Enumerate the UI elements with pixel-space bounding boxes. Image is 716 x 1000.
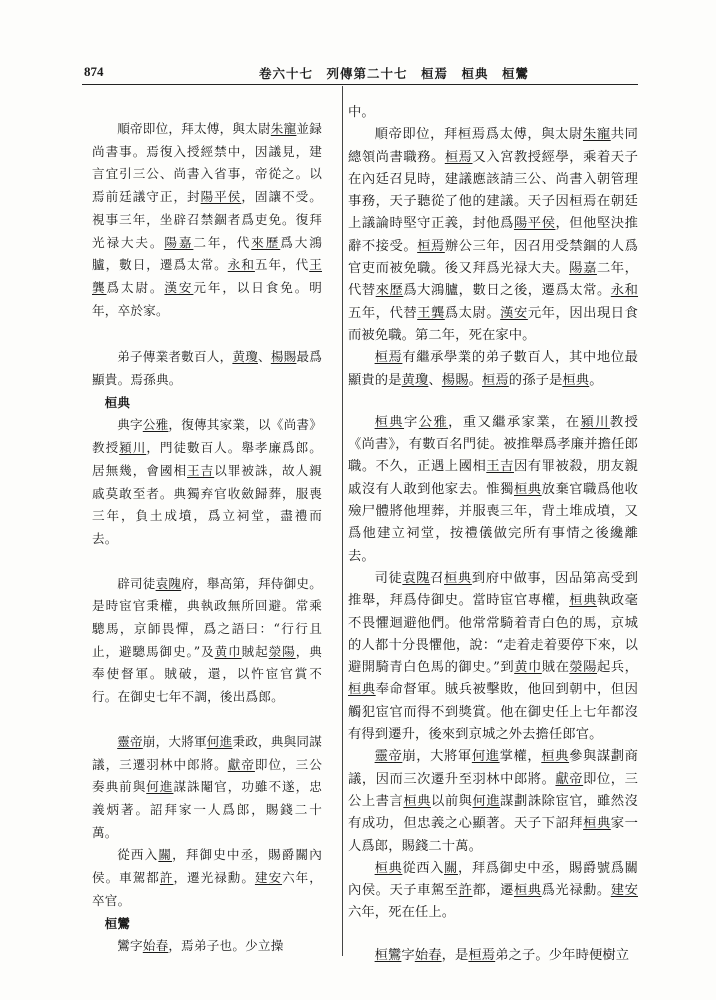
proper-noun: 袁隗 xyxy=(402,570,431,586)
proper-noun: 王吉 xyxy=(187,462,215,478)
text-run: 以前與 xyxy=(431,793,473,809)
proper-noun: 陽平侯 xyxy=(200,189,242,205)
text-run: 弟之子。少年時便樹立 xyxy=(495,947,630,963)
proper-noun: 王龔 xyxy=(92,257,322,295)
text-run: ，拜爲御史中丞，賜爵號爲關內侯。天子車駕至 xyxy=(348,860,638,899)
right-paragraph-3 xyxy=(348,412,638,568)
proper-noun: 來歷 xyxy=(375,283,404,299)
text-run: 。 xyxy=(589,372,603,388)
proper-noun: 桓典 xyxy=(374,414,405,430)
proper-noun: 桓典 xyxy=(541,749,570,765)
text-run: 。 xyxy=(468,372,482,388)
text-run: ，固讓不受。視事三年，坐辟召禁錮者爲吏免。復拜光禄大夫。 xyxy=(92,189,322,250)
proper-noun: 楊賜 xyxy=(441,372,469,388)
proper-noun: 漢安 xyxy=(164,279,194,295)
text-run: 、 xyxy=(258,349,271,365)
text-run: 元年，以日食免。明年，卒於家。 xyxy=(92,279,322,318)
text-run: 、 xyxy=(428,372,442,388)
right-paragraph-6 xyxy=(348,858,638,925)
right-paragraph-5 xyxy=(348,746,638,857)
text-run: 爲大鴻臚，數日之後，遷爲太常。 xyxy=(403,283,611,299)
proper-noun: 朱寵 xyxy=(582,127,611,143)
proper-noun: 來歷 xyxy=(251,234,281,250)
header-rule xyxy=(82,84,638,85)
left-paragraph-1 xyxy=(92,118,322,322)
proper-noun: 王龔 xyxy=(417,305,445,321)
proper-noun: 建安 xyxy=(254,870,283,886)
classical-text-column xyxy=(92,118,322,958)
text-run: 掌權， xyxy=(499,749,542,765)
text-run: 賊在 xyxy=(541,660,570,676)
paragraph-gap xyxy=(92,551,322,573)
text-run: 以罪被誅，故人親戚莫敢至者。典獨弃官收斂歸葬，服喪三年，負土成墳，爲立祠堂，盡禮而去。 xyxy=(92,462,322,546)
text-run: 元年，因出現日食而被免職。第二年，死在家中。 xyxy=(348,305,639,343)
proper-noun: 滎陽 xyxy=(569,660,597,676)
text-run: 五年，代替 xyxy=(348,305,418,321)
text-run: 字 xyxy=(404,414,419,430)
proper-noun: 許 xyxy=(458,883,473,899)
proper-noun: 桓焉 xyxy=(482,372,509,388)
proper-noun: 桓典 xyxy=(374,860,403,876)
proper-noun: 公雅 xyxy=(418,414,449,430)
proper-noun: 楊賜 xyxy=(270,349,297,365)
proper-noun: 王吉 xyxy=(486,459,514,475)
proper-noun: 何進 xyxy=(206,733,233,749)
proper-noun: 桓典 xyxy=(444,570,472,586)
proper-noun: 靈帝 xyxy=(117,733,143,749)
proper-noun: 始春 xyxy=(142,938,169,954)
proper-noun: 永和 xyxy=(227,257,255,273)
right-paragraph-1 xyxy=(348,124,638,347)
paragraph-gap xyxy=(348,925,638,945)
proper-noun: 黄瓊 xyxy=(232,349,258,365)
text-run: 二年，代替 xyxy=(348,261,638,299)
text-run: 爲太尉。 xyxy=(444,305,501,321)
right-paragraph-7 xyxy=(348,945,638,967)
proper-noun: 朱寵 xyxy=(270,121,297,136)
text-run: 教授《尚書》，有數百名門徒。被推舉爲孝廉并擔任郎職。不久，正遇上國相 xyxy=(348,414,639,475)
proper-noun: 陽嘉 xyxy=(569,261,597,277)
page-number: 874 xyxy=(84,64,104,79)
text-run: 有繼承學業的弟子數百人，其中地位最顯貴的是 xyxy=(348,350,638,388)
proper-noun: 桓焉 xyxy=(444,149,473,165)
text-run: 從西入 xyxy=(402,860,445,876)
text-run: 謀劃誅除宦官，雖然沒有成功，但忠義之心顯著。天子下詔拜 xyxy=(348,793,639,832)
text-run: 執政毫不畏懼迴避他們。他常常騎着青白色的馬，京城的人都十分畏懼他，說：“走着走着要停下來，以避開騎青白色馬的御史。”到 xyxy=(348,593,638,676)
proper-noun: 袁隗 xyxy=(155,575,182,591)
text-run: 賊起 xyxy=(241,643,269,659)
text-run: 字 xyxy=(401,947,415,963)
proper-noun: 關 xyxy=(158,847,173,863)
proper-noun: 獻帝 xyxy=(555,771,584,787)
proper-noun: 許 xyxy=(159,870,174,886)
proper-noun: 建安 xyxy=(610,883,638,899)
left-paragraph-3 xyxy=(92,414,322,550)
text-run: 弟子傳業者數百人， xyxy=(117,349,233,365)
text-run: 鸞 xyxy=(117,938,130,954)
text-run: 謀誅閹官，功雖不遂，忠義炳著。詔拜家一人爲郎，賜錢二十萬。 xyxy=(92,779,322,840)
paragraph-gap xyxy=(348,392,638,412)
text-run: 最爲顯貴。焉孫典。 xyxy=(92,349,323,388)
text-run: 五年，代 xyxy=(254,257,310,273)
text-run: 並録尚書事。焉復入授經禁中，因議見，建言宜引三公、尚書入省事，帝從之。以焉前廷議守正，封 xyxy=(92,121,323,205)
proper-noun: 桓典 xyxy=(583,816,611,832)
proper-noun: 黄巾 xyxy=(214,643,242,659)
running-title: 卷六十七 列傳第二十七 桓焉 桓典 桓鸞 xyxy=(259,66,530,81)
proper-noun: 桓典 xyxy=(403,793,431,809)
text-run: 參與謀劃商議，因而三次遷升至羽林中郎將。 xyxy=(348,749,639,787)
left-paragraph-5 xyxy=(92,731,322,845)
column-divider xyxy=(342,86,343,956)
proper-noun: 黄巾 xyxy=(514,660,542,676)
text-run: 崩，大將軍 xyxy=(142,733,207,749)
text-run: ，門徒數百人。舉孝廉爲郎。居無幾，會國相 xyxy=(92,440,322,478)
text-run: 秉政，典與同謀議，三遷羽林中郎將。 xyxy=(92,733,323,772)
proper-noun: 漢安 xyxy=(500,305,528,321)
proper-noun: 桓典 xyxy=(513,883,542,899)
text-run: ，是 xyxy=(441,947,469,963)
proper-noun: 滎陽 xyxy=(268,643,296,659)
text-run: ，典奉使督軍。賊破，還，以忤宦官賞不行。在御史七年不調，後出爲郎。 xyxy=(92,643,323,705)
proper-noun: 桓典 xyxy=(513,481,542,497)
text-run: 家一人爲郎，賜錢二十萬。 xyxy=(348,816,639,854)
left-paragraph-6 xyxy=(92,844,322,912)
text-run: ，焉弟子也。少立操 xyxy=(168,938,284,954)
text-run: 辟司徒 xyxy=(117,575,156,591)
text-run: 放棄官職爲他收殮尸體將他埋葬，并服喪三年，背土堆成墳，又爲他建立祠堂，按禮儀做完所有事情之後纔離去。 xyxy=(348,481,639,564)
proper-noun: 桓焉 xyxy=(374,350,403,366)
left-paragraph-4 xyxy=(92,573,322,709)
text-run: 起兵， xyxy=(597,660,638,676)
text-run: 爲太尉。 xyxy=(106,279,165,295)
right-paragraph-2 xyxy=(348,347,638,392)
proper-noun: 桓焉 xyxy=(468,947,496,963)
text-run: 到府中做事，因品第高受到推舉，拜爲侍御史。當時宦官專權， xyxy=(348,570,638,609)
text-run: 中。 xyxy=(348,105,375,120)
section-heading-huan-luan: 桓鸞 xyxy=(104,915,131,931)
left-paragraph-2 xyxy=(92,346,322,391)
text-run: ，遷光禄勳。 xyxy=(173,870,255,886)
text-run: 即位，三公上書言 xyxy=(348,771,639,809)
text-run: 字 xyxy=(129,938,143,954)
right-paragraph-0 xyxy=(348,102,638,124)
proper-noun: 潁川 xyxy=(119,440,147,456)
proper-noun: 何進 xyxy=(146,779,174,795)
proper-noun: 關 xyxy=(444,860,458,876)
text-run: 又入宮教授經學，乘着天子在內廷召見時，建議應該請三公、尚書入朝管理事務，天子聽從了他的建議。天子因桓焉在朝廷上議論時堅守正義，封他爲 xyxy=(348,149,639,232)
text-run: 都，遷 xyxy=(472,883,514,899)
text-run: 辦公三年，因召用受禁錮的人爲官吏而被免職。後又拜爲光禄大夫。 xyxy=(348,238,639,277)
text-run: 六年，死在任上。 xyxy=(348,905,456,921)
proper-noun: 始春 xyxy=(414,947,442,963)
text-run: ，復傳其家業，以《尚書》教授 xyxy=(92,417,322,456)
text-run: 府，舉高第，拜侍御史。是時宦官秉權，典執政無所回避。常乘驄馬，京師畏憚，爲之語曰：“行行且止，避驄馬御史。”及 xyxy=(92,575,322,659)
text-run: 即位，三公奏典前與 xyxy=(92,756,322,795)
proper-noun: 陽嘉 xyxy=(164,234,194,250)
proper-noun: 桓典 xyxy=(348,682,376,698)
proper-noun: 永和 xyxy=(610,283,639,299)
proper-noun: 黄瓊 xyxy=(401,372,429,388)
text-run: 崩，大將軍 xyxy=(402,749,472,765)
text-run: 的孫子是 xyxy=(508,372,563,388)
proper-noun: 何進 xyxy=(472,793,501,809)
proper-noun: 靈帝 xyxy=(374,749,403,765)
text-run: 典字 xyxy=(117,417,143,433)
text-run: 因有罪被殺，朋友親戚沒有人敢到他家去。惟獨 xyxy=(348,459,639,497)
text-run: 從西入 xyxy=(117,847,159,863)
text-run: 共同總領尚書職務。 xyxy=(348,127,639,165)
proper-noun: 桓鸞 xyxy=(374,947,402,963)
text-run: 順帝即位，拜桓焉爲太傅，與太尉 xyxy=(374,127,583,143)
left-paragraph-7 xyxy=(92,935,322,958)
right-paragraph-4 xyxy=(348,568,638,746)
page-header xyxy=(84,64,636,84)
proper-noun: 桓典 xyxy=(569,593,597,609)
text-run: ，重又繼承家業，在 xyxy=(448,414,581,430)
proper-noun: 何進 xyxy=(471,749,500,765)
text-run: 二年，代 xyxy=(193,234,252,250)
proper-noun: 桓典 xyxy=(562,372,590,388)
paragraph-gap xyxy=(92,709,322,731)
text-run: 順帝即位，拜太傅，與太尉 xyxy=(117,121,271,136)
text-run: 召 xyxy=(430,570,445,586)
text-run: ，拜御史中丞，賜爵關內侯。車駕都 xyxy=(92,847,323,886)
paragraph-gap xyxy=(92,322,322,346)
translation-column xyxy=(348,102,638,967)
text-run: 司徒 xyxy=(374,570,403,586)
text-run: 爲光禄勳。 xyxy=(541,883,611,899)
proper-noun: 獻帝 xyxy=(227,756,255,772)
text-run: 六年，卒官。 xyxy=(92,870,323,908)
proper-noun: 陽平侯 xyxy=(513,216,556,232)
proper-noun: 桓焉 xyxy=(417,238,445,254)
text-run: 奉命督軍。賊兵被擊敗，他回到朝中，但因觸犯宦官而得不到獎賞。他在御史任上七年都沒有得到遷升，後來到京城之外去擔任郎官。 xyxy=(348,682,639,743)
proper-noun: 公雅 xyxy=(142,417,169,433)
text-run: 爲大鴻臚，數日，遷爲太常。 xyxy=(92,234,323,273)
text-run: ，但他堅決推辭不接受。 xyxy=(348,216,638,254)
section-heading-huan-dian: 桓典 xyxy=(104,394,131,410)
proper-noun: 潁川 xyxy=(580,414,610,430)
